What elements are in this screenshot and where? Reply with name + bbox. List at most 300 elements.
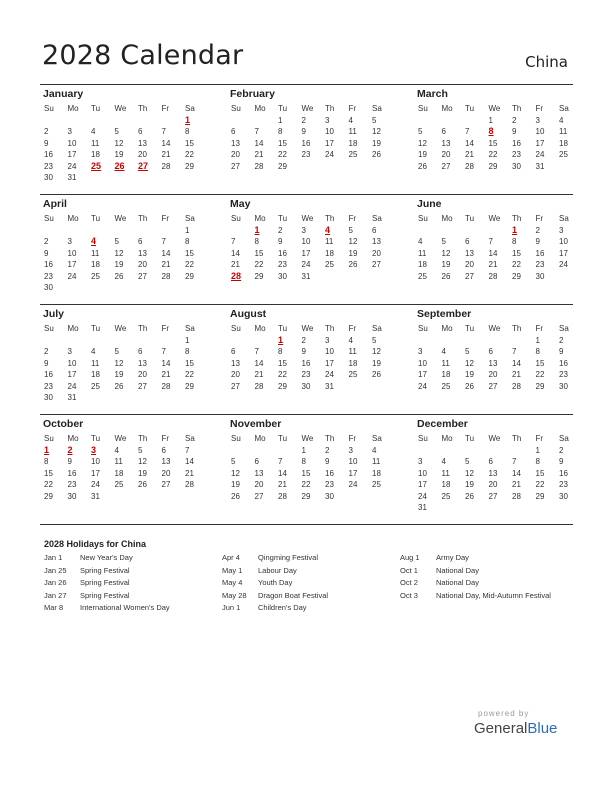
weekday-label: Tu [278,434,288,443]
day-cell: 3 [535,115,540,125]
day-cell: 20 [465,260,474,269]
day-cell: 7 [254,127,259,136]
day-cell: 4 [114,445,119,455]
weekday-label: Tu [278,324,288,333]
month-september [414,305,579,392]
holiday-entry [222,552,328,565]
day-cell: 2 [44,237,49,246]
weekday-label: Th [512,324,522,333]
holiday-day: 28 [231,270,242,281]
day-cell: 26 [138,480,147,489]
month-name: December [417,418,468,430]
empty-cell [227,445,251,457]
month-name: March [417,88,448,100]
month-name: July [43,308,65,320]
day-cell: 18 [91,150,100,159]
day-cell: 20 [161,468,171,478]
day-cell: 9 [301,127,306,136]
day-cell: 2 [278,225,283,235]
day-cell: 6 [161,445,166,455]
holiday-entry [400,590,551,603]
holiday-entry [44,552,170,565]
day-cell: 31 [418,503,427,512]
day-cell: 21 [231,260,240,269]
day-cell: 7 [278,457,283,466]
day-cell: 18 [559,138,568,148]
day-cell: 30 [44,283,53,292]
weekday-label: Sa [185,214,195,223]
day-cell: 27 [138,271,147,281]
weekday-label: Th [325,434,335,443]
month-name: January [43,88,84,100]
month-name: February [230,88,275,100]
day-cell: 20 [488,370,498,379]
day-cell: 3 [301,225,306,235]
day-cell: 9 [512,127,517,136]
day-cell: 12 [465,358,474,368]
weekday-label: Sa [372,324,382,333]
day-cell: 16 [325,468,334,478]
day-cell: 4 [91,127,96,136]
day-cell: 21 [512,480,521,489]
day-cell: 16 [301,358,311,368]
empty-cell [40,335,64,347]
weekday-label: Th [512,434,522,443]
month-may [227,195,392,282]
day-cell: 28 [254,161,264,171]
day-cell: 19 [231,480,240,489]
day-cell: 23 [301,150,311,159]
day-cell: 7 [488,237,493,246]
day-cell: 14 [512,468,521,478]
day-cell: 23 [535,260,545,269]
day-cell: 17 [67,150,77,159]
day-cell: 7 [231,237,236,246]
day-cell: 16 [44,150,53,159]
holiday-entry [44,602,170,615]
weekday-label: Th [325,214,335,223]
day-cell: 25 [348,370,358,379]
weekday-label: Sa [559,324,569,333]
empty-cell [251,445,275,457]
day-cell: 13 [488,358,498,368]
weekday-label: Fr [535,214,544,223]
day-cell: 17 [559,248,568,258]
holiday-name: National Day [436,565,479,575]
day-cell: 6 [441,127,446,136]
weekday-label: Th [512,104,522,113]
weekday-label: Su [231,214,241,223]
day-cell: 26 [348,260,358,269]
empty-cell [87,115,111,127]
weekday-label: Fr [161,104,170,113]
day-cell: 27 [161,480,171,489]
weekday-label: We [488,434,501,443]
empty-cell [461,445,485,457]
empty-cell [158,225,182,237]
empty-cell [227,115,251,127]
weekday-label: Mo [441,214,453,223]
holiday-date: Oct 2 [400,578,418,587]
day-cell: 17 [67,370,77,379]
day-cell: 26 [465,491,474,501]
weekday-label: Fr [161,214,170,223]
day-cell: 29 [301,491,311,501]
day-cell: 5 [372,115,377,125]
day-cell: 29 [535,491,545,501]
day-cell: 25 [441,491,451,501]
day-cell: 4 [441,347,446,356]
day-cell: 28 [465,161,474,171]
day-cell: 16 [301,138,311,148]
day-cell: 12 [231,468,240,478]
day-cell: 29 [535,381,545,391]
day-grid [227,433,392,502]
holidays-title: 2028 Holidays for China [44,539,147,549]
day-cell: 11 [559,127,568,136]
day-cell: 19 [465,370,474,379]
day-cell: 21 [185,468,194,478]
brand-blue: Blue [527,720,558,737]
weekday-label: Su [44,434,54,443]
day-cell: 28 [161,161,171,171]
day-cell: 3 [418,347,423,356]
day-cell: 13 [372,237,381,246]
day-cell: 14 [278,468,287,478]
day-cell: 30 [44,173,53,182]
day-cell: 10 [301,237,311,246]
weekday-label: Su [418,214,428,223]
weekday-label: Tu [465,434,475,443]
holiday-date: May 4 [222,578,243,587]
day-cell: 8 [278,127,283,136]
day-grid [227,103,392,172]
day-cell: 20 [138,150,147,159]
weekday-label: Sa [372,104,382,113]
day-cell: 18 [348,138,358,148]
day-cell: 29 [185,161,194,171]
day-cell: 12 [418,138,427,148]
holiday-date: Oct 1 [400,565,418,575]
day-cell: 4 [348,335,353,345]
empty-cell [508,335,532,347]
months-grid [40,84,573,524]
holiday-date: Mar 8 [44,603,64,612]
weekday-label: Tu [91,214,101,223]
month-february [227,85,392,172]
day-cell: 14 [465,138,474,148]
day-cell: 17 [348,468,358,478]
weekday-label: Tu [278,214,288,223]
day-cell: 7 [161,237,166,246]
holiday-entry [400,552,551,565]
month-name: September [417,308,472,320]
day-cell: 17 [418,480,427,489]
day-cell: 26 [372,370,381,379]
weekday-label: Fr [348,324,357,333]
empty-cell [251,335,275,347]
day-cell: 5 [465,457,470,466]
holiday-entry [222,565,328,578]
weekday-label: Fr [535,324,544,333]
holiday-date: May 1 [222,565,243,575]
day-cell: 7 [512,457,517,466]
day-cell: 15 [44,468,53,478]
weekday-label: Sa [372,214,382,223]
month-name: August [230,308,267,320]
day-cell: 11 [372,457,381,466]
day-cell: 22 [488,150,498,159]
day-cell: 20 [231,150,240,159]
day-cell: 25 [372,480,381,489]
holiday-date: Jan 25 [44,565,67,575]
day-cell: 13 [138,138,147,148]
day-cell: 14 [512,358,521,368]
day-cell: 24 [325,370,334,379]
day-cell: 5 [348,225,353,235]
day-cell: 28 [512,381,521,391]
weekday-label: Tu [91,324,101,333]
day-cell: 29 [44,491,53,501]
day-cell: 12 [465,468,474,478]
day-cell: 12 [441,248,451,258]
weekday-label: Th [138,214,148,223]
holiday-day: 1 [254,224,260,235]
day-cell: 23 [512,150,521,159]
weekday-label: Fr [161,434,170,443]
day-cell: 17 [91,468,100,478]
day-cell: 12 [372,127,381,136]
weekday-label: Tu [465,324,475,333]
day-cell: 14 [488,248,498,258]
weekday-label: Mo [254,214,266,223]
holiday-name: New Year's Day [80,553,133,562]
day-cell: 30 [301,381,311,391]
day-cell: 9 [44,248,49,258]
day-cell: 25 [114,480,124,489]
day-cell: 19 [465,480,474,489]
day-cell: 4 [91,347,96,356]
day-cell: 27 [488,381,498,391]
day-cell: 8 [535,457,540,466]
day-cell: 11 [325,237,334,246]
day-cell: 12 [114,138,124,148]
day-cell: 15 [185,138,194,148]
day-cell: 24 [348,480,358,489]
day-cell: 20 [488,480,498,489]
weekday-label: Sa [372,434,382,443]
holiday-date: May 28 [222,590,247,600]
day-cell: 13 [138,358,147,368]
weekday-label: Tu [465,214,475,223]
day-cell: 28 [185,480,194,489]
holiday-day: 26 [114,160,125,171]
day-cell: 19 [372,138,381,148]
weekday-label: We [114,214,127,223]
month-name: June [417,198,442,210]
day-cell: 8 [512,237,517,246]
day-grid [40,323,205,404]
day-grid [414,433,579,514]
weekday-label: We [114,434,127,443]
day-grid [40,103,205,184]
weekday-label: Tu [91,434,101,443]
day-cell: 26 [372,150,381,159]
day-cell: 30 [44,393,53,402]
day-cell: 23 [301,370,311,379]
holiday-day: 4 [325,224,331,235]
holiday-column-1 [44,552,170,615]
holiday-day: 8 [488,126,494,136]
month-june [414,195,579,282]
holiday-name: National Day, Mid-Autumn Festival [436,590,551,600]
month-row [40,84,573,194]
day-cell: 1 [535,445,540,455]
day-cell: 8 [535,347,540,356]
day-cell: 29 [488,161,498,171]
day-cell: 24 [67,161,77,171]
day-cell: 8 [44,457,49,466]
day-cell: 2 [44,347,49,356]
weekday-label: We [301,104,314,113]
holiday-day: 1 [44,444,50,455]
day-cell: 16 [44,260,53,269]
holiday-day: 1 [185,114,191,125]
day-cell: 6 [138,347,143,356]
day-cell: 22 [535,370,545,379]
day-cell: 8 [185,127,190,136]
weekday-label: We [301,324,314,333]
day-cell: 5 [465,347,470,356]
day-cell: 15 [535,358,545,368]
day-cell: 17 [418,370,427,379]
holiday-name: Spring Festival [80,565,130,575]
empty-cell [485,445,509,457]
day-cell: 18 [441,370,451,379]
day-cell: 28 [278,491,287,501]
brand-logo[interactable] [474,720,557,737]
empty-cell [64,335,88,347]
day-cell: 13 [138,248,147,258]
day-cell: 22 [535,480,545,489]
holiday-name: Children's Day [258,603,307,612]
weekday-label: Mo [67,434,79,443]
weekday-label: We [301,214,314,223]
day-cell: 3 [348,445,353,455]
day-cell: 9 [67,457,72,466]
day-cell: 19 [114,150,124,159]
day-cell: 24 [418,381,427,391]
weekday-label: We [488,214,501,223]
day-cell: 27 [138,381,147,391]
holiday-name: Spring Festival [80,590,130,600]
empty-cell [134,335,158,347]
day-cell: 3 [67,347,72,356]
day-cell: 22 [301,480,311,489]
holiday-name: Qingming Festival [258,553,319,562]
day-cell: 30 [559,491,568,501]
month-name: October [43,418,84,430]
day-cell: 18 [441,480,451,489]
day-cell: 7 [512,347,517,356]
day-cell: 14 [254,358,264,368]
empty-cell [414,225,438,237]
holiday-day: 3 [91,444,97,455]
month-row [40,414,573,524]
holiday-entry [44,565,170,578]
weekday-label: Su [418,104,428,113]
day-cell: 18 [372,468,381,478]
day-cell: 4 [372,445,377,455]
day-cell: 28 [161,271,171,281]
day-cell: 19 [418,150,427,159]
empty-cell [461,335,485,347]
day-cell: 16 [44,370,53,379]
day-cell: 10 [325,127,334,136]
weekday-label: We [301,434,314,443]
day-cell: 4 [559,115,564,125]
day-cell: 10 [418,358,427,368]
weekday-label: Tu [278,104,288,113]
day-cell: 15 [185,358,194,368]
empty-cell [414,115,438,127]
day-cell: 21 [278,480,287,489]
day-cell: 5 [114,347,119,356]
holiday-date: Apr 4 [222,553,240,562]
day-cell: 10 [91,457,100,466]
day-cell: 22 [185,150,194,159]
day-cell: 15 [535,468,545,478]
weekday-label: Tu [91,104,101,113]
day-cell: 16 [278,248,287,258]
day-cell: 16 [512,138,521,148]
day-cell: 16 [559,468,568,478]
holiday-entry [400,565,551,578]
day-cell: 17 [325,358,334,368]
day-cell: 26 [441,271,451,281]
empty-cell [485,335,509,347]
day-cell: 25 [91,381,100,391]
powered-by-text: powered by [478,709,530,718]
weekday-label: Su [418,434,428,443]
empty-cell [461,115,485,127]
day-cell: 17 [301,248,311,258]
day-cell: 10 [67,358,77,368]
weekday-label: Th [512,214,522,223]
weekday-label: Mo [441,104,453,113]
day-cell: 27 [465,271,474,281]
day-cell: 11 [348,347,357,356]
holiday-date: Jan 1 [44,553,63,562]
day-cell: 26 [114,381,124,391]
day-cell: 30 [512,161,521,171]
day-cell: 29 [512,271,521,281]
day-cell: 9 [325,457,330,466]
day-cell: 30 [278,271,287,281]
day-cell: 11 [348,127,357,136]
weekday-label: Sa [185,434,195,443]
day-cell: 6 [231,347,236,356]
holiday-column-3 [400,552,551,602]
day-cell: 12 [114,358,124,368]
day-cell: 29 [278,381,287,391]
day-cell: 1 [185,335,190,345]
day-cell: 25 [559,150,568,159]
day-cell: 24 [559,260,568,269]
day-cell: 12 [348,237,358,246]
day-cell: 30 [535,271,545,281]
day-cell: 9 [559,457,564,466]
